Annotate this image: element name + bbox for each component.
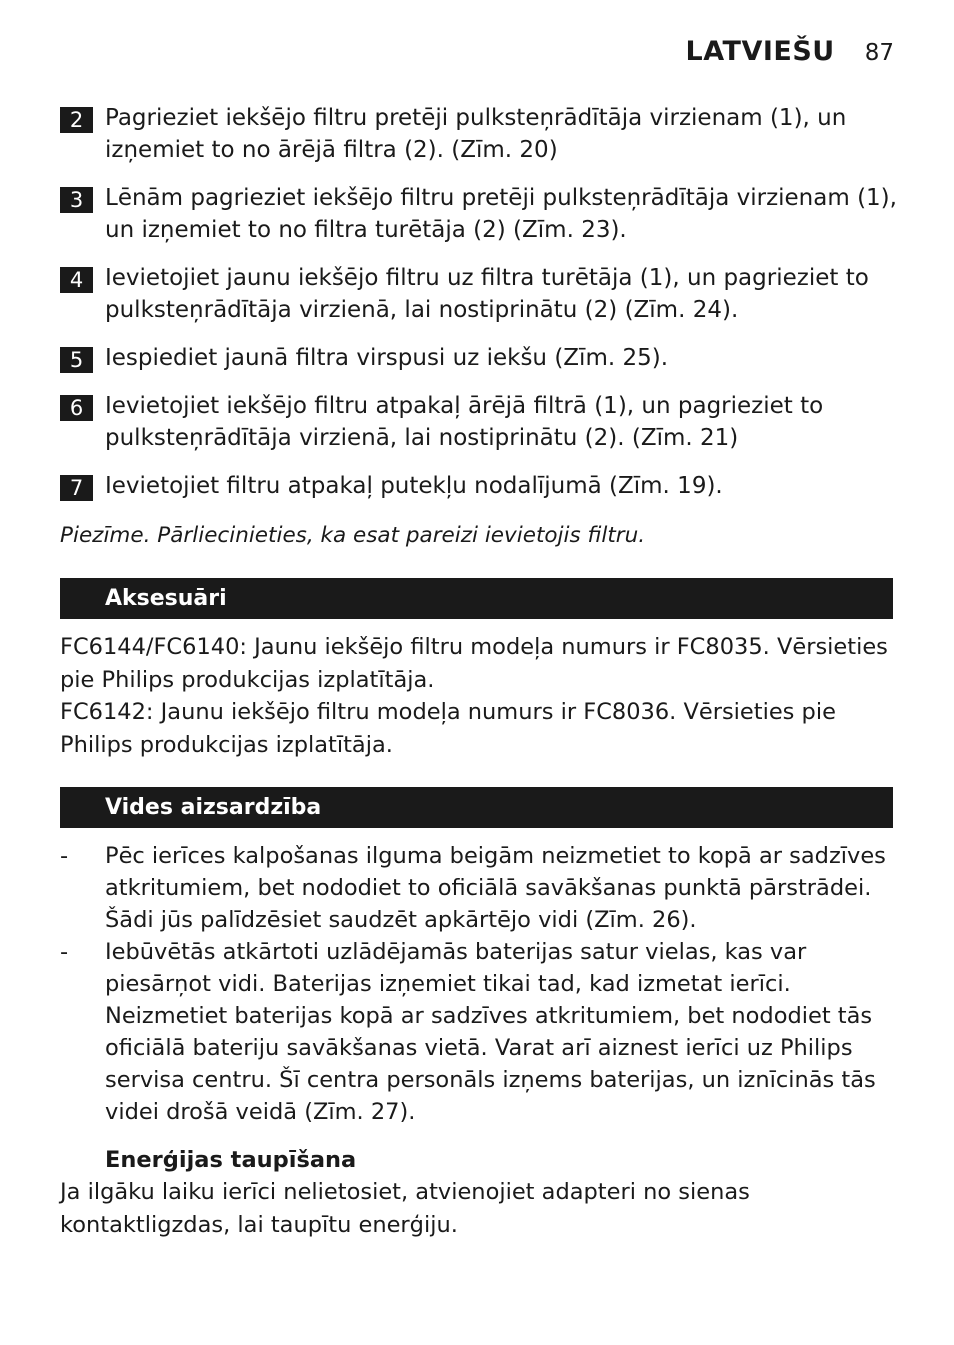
subsection-title-energy: Enerģijas taupīšana	[105, 1147, 357, 1173]
note-text: Piezīme. Pārliecinieties, ka esat pareizi ievietojis filtru.	[60, 523, 646, 548]
section-title: Vides aizsardzība	[105, 795, 322, 820]
accessories-paragraph-2: FC6142: Jaunu iekšējo filtru modeļa numurs ir FC8036. Vērsieties pie Philips produkcijas izplatītāja.	[60, 699, 836, 758]
step-number-badge: 2	[60, 107, 93, 133]
step-2	[60, 102, 900, 166]
step-text: Ievietojiet iekšējo filtru atpakaļ ārējā filtrā (1), un pagrieziet to pulksteņrādītāja virzienā, lai nostiprinātu (2). (Zīm. 21)	[105, 393, 824, 451]
accessories-paragraph-1: FC6144/FC6140: Jaunu iekšējo filtru modeļa numurs ir FC8035. Vērsieties pie Philips produkcijas izplatītāja.	[60, 634, 888, 693]
step-number-badge: 5	[60, 347, 93, 373]
energy-text: Ja ilgāku laiku ierīci nelietosiet, atvienojiet adapteri no sienas kontaktligzdas, lai taupītu enerģiju.	[60, 1179, 750, 1238]
page-number: 87	[864, 40, 894, 66]
step-number-badge: 6	[60, 395, 93, 421]
step-4	[60, 262, 900, 326]
step-5	[60, 342, 900, 374]
step-3	[60, 182, 900, 246]
step-6	[60, 390, 900, 454]
step-text: Pagrieziet iekšējo filtru pretēji pulksteņrādītāja virzienam (1), un izņemiet to no ārējā filtra (2). (Zīm. 20)	[105, 105, 847, 163]
bullet-dash: -	[60, 843, 69, 869]
step-number-badge: 3	[60, 187, 93, 213]
step-text: Ievietojiet jaunu iekšējo filtru uz filtra turētāja (1), un pagrieziet to pulksteņrādītāja virzienā, lai nostiprinātu (2) (Zīm. 24).	[105, 265, 869, 323]
step-number-badge: 4	[60, 267, 93, 293]
step-7	[60, 470, 900, 502]
section-bar-accessories	[60, 578, 893, 619]
step-text: Iespiediet jaunā filtra virspusi uz iekšu (Zīm. 25).	[105, 345, 669, 371]
bullet-text: Iebūvētās atkārtoti uzlādējamās baterijas satur vielas, kas var piesārņot vidi. Baterijas izņemiet tikai tad, kad izmetat ierīci. Neizmetiet baterijas kopā ar sadzīves atkritumiem, bet nododiet tās oficiālā bateriju savākšanas vietā. Varat arī aiznest ierīci uz Philips servisa centru. Šī centra personāls izņems baterijas, un iznīcinās tās videi drošā veidā (Zīm. 27).	[105, 939, 876, 1125]
bullet-item	[60, 840, 900, 936]
bullet-text: Pēc ierīces kalpošanas ilguma beigām neizmetiet to kopā ar sadzīves atkritumiem, bet nododiet to oficiālā savākšanas punktā pārstrādei. Šādi jūs palīdzēsiet saudzēt apkārtējo vidi (Zīm. 26).	[105, 843, 886, 933]
bullet-dash: -	[60, 939, 69, 965]
step-text: Lēnām pagrieziet iekšējo filtru pretēji pulksteņrādītāja virzienam (1), un izņemiet to no filtra turētāja (2) (Zīm. 23).	[105, 185, 897, 243]
page-header	[686, 36, 894, 67]
step-text: Ievietojiet filtru atpakaļ putekļu nodalījumā (Zīm. 19).	[105, 473, 723, 499]
section-title: Aksesuāri	[105, 586, 227, 611]
section-bar-environment	[60, 787, 893, 828]
step-number-badge: 7	[60, 475, 93, 501]
bullet-item	[60, 936, 900, 1128]
accessories-text	[60, 631, 900, 761]
language-heading: LATVIEŠU	[685, 36, 835, 67]
